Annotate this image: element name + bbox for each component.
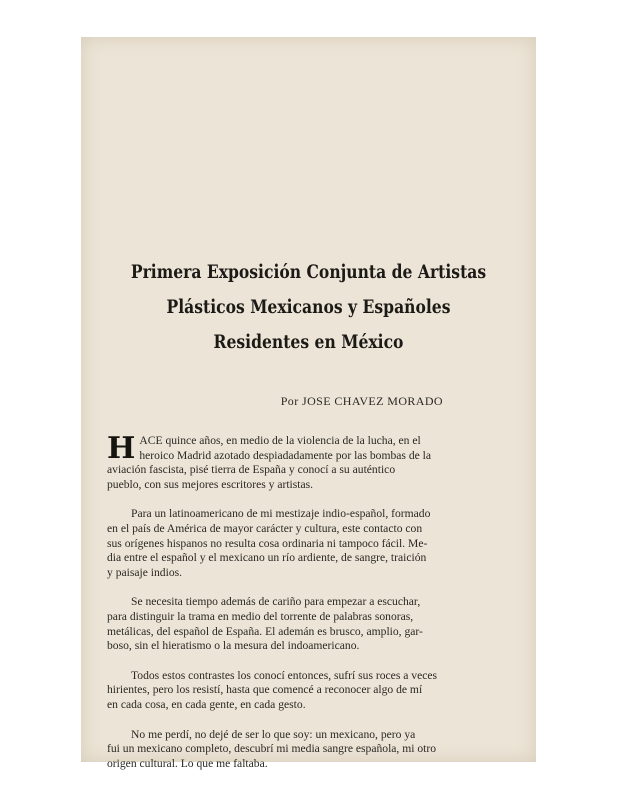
article-title [122,255,495,360]
paragraph-1 [107,431,497,492]
paragraph-line: hirientes, pero los resistí, hasta que comencé a reconocer algo de mí [107,683,423,697]
paragraph-line: en cada cosa, en cada gente, en cada gesto. [107,697,306,711]
paragraph-4 [107,669,497,713]
paragraph-line: heroico Madrid azotado despiadadamente por las bombas de la [139,448,432,462]
paragraph-line: origen cultural. Lo que me faltaba. [107,756,268,770]
paragraph-line: Se necesita tiempo además de cariño para empezar a escuchar, [131,595,421,609]
paragraph-line: sus orígenes hispanos no resulta cosa ordinaria ni tampoco fácil. Me- [107,536,428,550]
paragraph-3 [107,595,497,653]
title-line-1: Primera Exposición Conjunta de Artistas [130,261,487,283]
article-body [107,431,497,786]
paragraph-line: aviación fascista, pisé tierra de España y conocí a su auténtico [107,463,396,477]
paragraph-line: fui un mexicano completo, descubrí mi media sangre española, mi otro [107,742,437,756]
byline: Por JOSE CHAVEZ MORADO [280,394,443,408]
paragraph-line: metálicas, del español de España. El ademán es brusco, amplio, gar- [107,624,423,638]
title-line-3: Residentes en México [213,331,404,353]
paragraph-line: ACE quince años, en medio de la violencia de la lucha, en el [139,434,421,447]
paragraph-2 [107,507,497,580]
drop-cap: H [107,431,136,466]
paragraph-line: boso, sin el hieratismo o la mesura del indoamericano. [107,639,360,653]
paragraph-line: Todos estos contrastes los conocí entonces, sufrí sus roces a veces [131,668,438,682]
paragraph-line: y paisaje indios. [107,565,183,579]
paragraph-line: No me perdí, no dejé de ser lo que soy: un mexicano, pero ya [131,727,416,741]
document-page [81,37,536,770]
paragraph-5 [107,728,497,772]
paragraph-line: Para un latinoamericano de mi mestizaje indio-español, formado [131,507,431,521]
paragraph-line: pueblo, con sus mejores escritores y artistas. [107,477,314,491]
title-line-2: Plásticos Mexicanos y Españoles [166,296,451,318]
paragraph-line: dia entre el español y el mexicano un río ardiente, de sangre, traición [107,551,427,565]
paragraph-line: para distinguir la trama en medio del torrente de palabras sonoras, [107,609,414,623]
paragraph-line: en el país de América de mayor carácter y cultura, este contacto con [107,521,423,535]
